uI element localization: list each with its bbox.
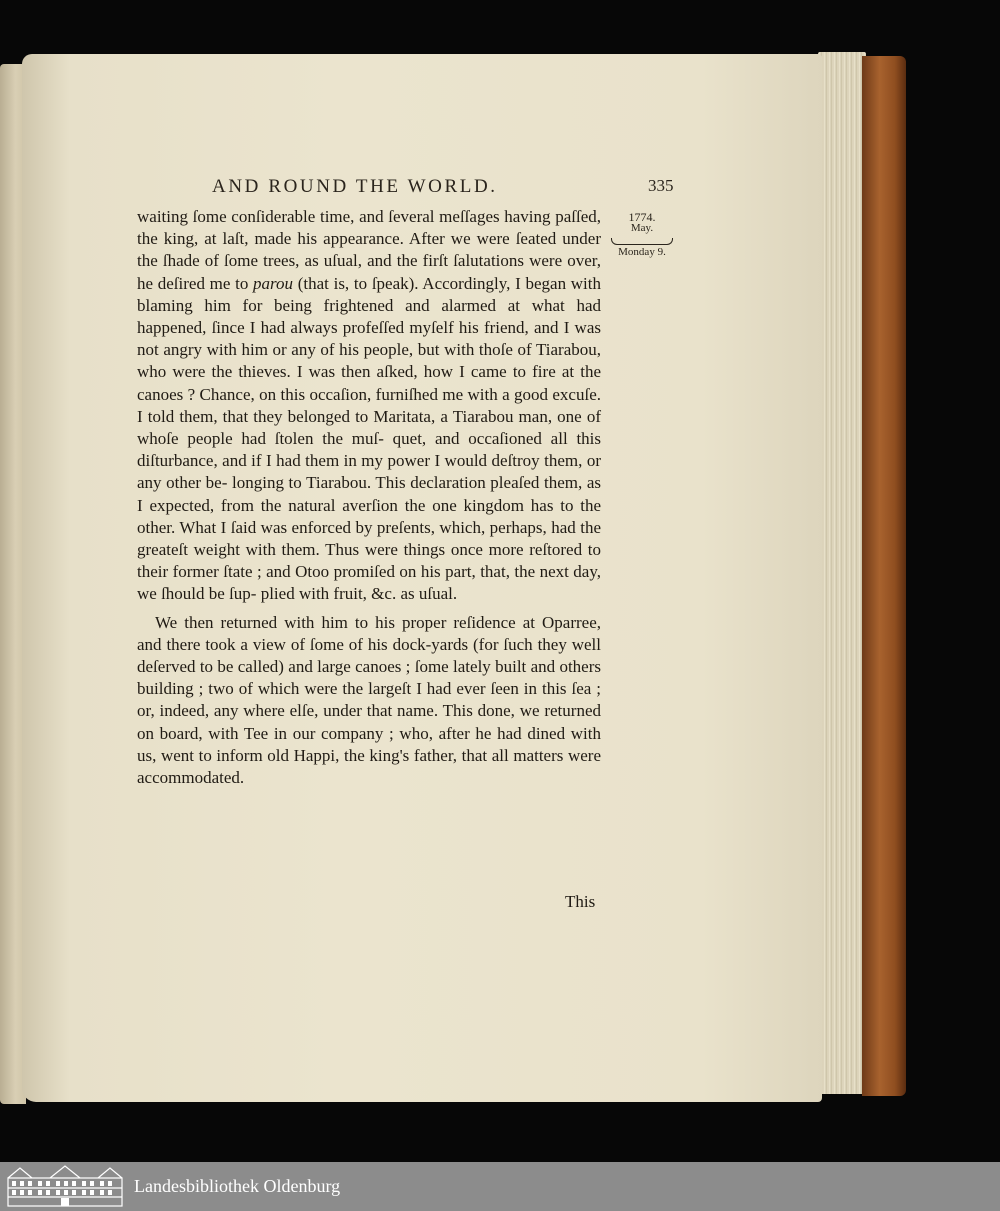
text-line: them in my power I would deſtroy them, or any other be- [137,451,602,493]
text-line: longing to Tiarabou. This declaration pleaſed them, as I [137,473,601,515]
text-line: firſt ſalutations were over, he deſired me to [137,251,601,293]
catchword: This [565,892,596,911]
text-line: elſe, under that name. This done, we returned on board, [137,701,601,743]
text-line: plied with fruit, &c. as uſual. [260,584,458,604]
brace-icon [611,238,673,245]
text-line: matters were accommodated. [137,745,602,788]
text-line: paſſed, the king, at laſt, made his appearance. After we [137,207,601,249]
text-line: a Tiarabou man, one of whoſe people had ſtolen the muſ- [137,406,601,449]
margin-month: May. [630,222,654,234]
text-line: (for ſuch they well deſerved to be called) and large canoes ; [137,634,601,677]
library-name: Landesbibliothek Oldenburg [134,1176,341,1196]
text-line: promiſed on his part, that, the next day, we ſhould be ſup- [137,562,601,604]
paragraph-2 [137,612,601,790]
text-line: a good excuſe. I told them, that they belonged to Maritata, [137,384,601,426]
book-cover [862,56,906,1096]
text-line: ſome lately built and others building ; two of which were [137,657,601,699]
text-line: frightened and alarmed at what had happened, ſince I had [137,295,601,338]
margin-year: 1774. [628,210,656,224]
text-line: waiting ſome conſiderable time, and ſeveral meſſages having [137,207,551,226]
body-text [137,206,601,789]
margin-note [606,212,678,258]
margin-day: Monday 9. [618,246,666,258]
page-block-edge [818,52,866,1094]
text-line: with Tee in our company ; who, after he had dined with [208,723,601,743]
text-line: the other. What I ſaid was enforced by preſents, which, [137,495,602,537]
paragraph-1 [137,206,601,606]
text-line: at the canoes ? Chance, on this occaſion, furniſhed me with [137,362,601,404]
text-line: perhaps, had the greateſt weight with them. Thus were [137,517,601,560]
text-line: with him or any of his people, but with thoſe of Tiarabou, [206,340,601,360]
library-building-icon [6,1164,124,1208]
text-line: (that is, to [293,273,368,293]
text-line: who were the thieves. I was then aſked, how I came to fire [137,362,556,382]
text-line: We then returned with him to his proper reſidence at [155,612,535,632]
text-line: ſpeak). Accordingly, I began with blaming him for being [137,273,601,315]
text-line: us, went to inform old Happi, the king's father, that all [137,745,509,765]
text-line: always profeſſed myſelf his friend, and I was not angry [137,318,601,360]
text-line: were ſeated under the ſhade of ſome trees, as uſual, and the [137,229,601,271]
text-line: things once more reſtored to their former ſtate ; and Otoo [137,540,602,582]
text-line: Oparree, and there took a view of ſome of his dock-yards [137,612,602,654]
page-number: 335 [648,176,674,195]
italic-word: parou [253,273,294,293]
running-head: AND ROUND THE WORLD. [212,176,498,197]
text-line: expected, from the natural averſion the one kingdom has to [149,495,574,515]
text-line: quet, and occaſioned all this diſturbance, and if I had [137,429,602,471]
text-line: the largeſt I had ever ſeen in this ſea ; or, indeed, any where [137,679,601,721]
